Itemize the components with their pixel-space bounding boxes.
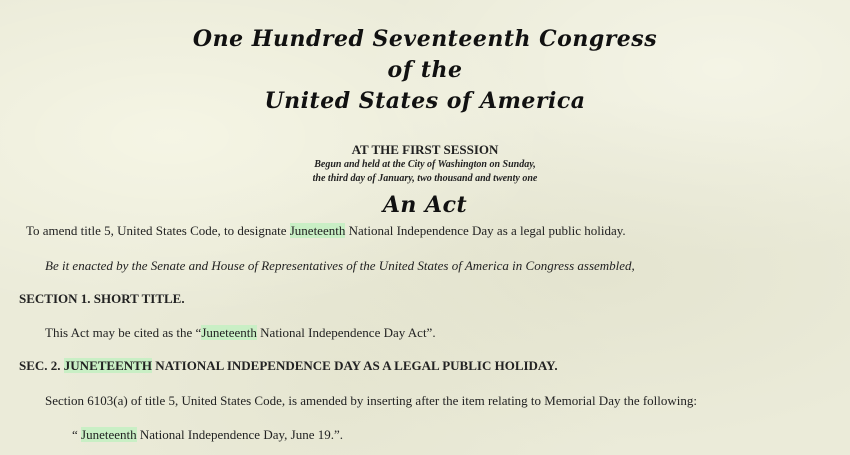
act-title: An Act [382, 192, 468, 218]
search-highlight: Juneteenth [289, 223, 346, 238]
session-heading: AT THE FIRST SESSION [351, 142, 499, 157]
section-1-text-after: National Independence Day Act”. [256, 325, 436, 340]
section-2-heading [19, 358, 558, 374]
section-2-heading-after: NATIONAL INDEPENDENCE DAY AS A LEGAL PUBLIC HOLIDAY. [151, 358, 558, 373]
search-highlight: JUNETEENTH [63, 358, 152, 373]
session-subtext-1: Begun and held at the City of Washington on Sunday, [314, 159, 536, 170]
purpose-text-after: National Independence Day as a legal public holiday. [345, 223, 626, 238]
header-line-2: of the [387, 57, 463, 83]
enacting-clause: Be it enacted by the Senate and House of Representatives of the United States of America in Congress assembled, [45, 258, 635, 273]
session-info [0, 142, 850, 186]
section-2-heading-before: SEC. 2. [19, 358, 64, 373]
quote-after: National Independence Day, June 19.”. [136, 427, 343, 442]
section-1-text [45, 325, 436, 341]
purpose-statement [26, 223, 626, 239]
purpose-text-before: To amend title 5, United States Code, to designate [26, 223, 290, 238]
congress-header [0, 24, 850, 117]
quote-before: “ [72, 427, 82, 442]
header-line-3: United States of America [264, 88, 586, 114]
search-highlight: Juneteenth [81, 427, 137, 442]
section-2-quote [72, 427, 343, 443]
section-1-heading: SECTION 1. SHORT TITLE. [19, 291, 185, 306]
section-2-text: Section 6103(a) of title 5, United States Code, is amended by inserting after the item relating to Memorial Day the following: [45, 393, 698, 408]
header-line-1: One Hundred Seventeenth Congress [192, 26, 658, 52]
session-subtext-2: the third day of January, two thousand and twenty one [312, 173, 538, 184]
search-highlight: Juneteenth [201, 325, 257, 340]
section-1-text-before: This Act may be cited as the “ [45, 325, 202, 340]
